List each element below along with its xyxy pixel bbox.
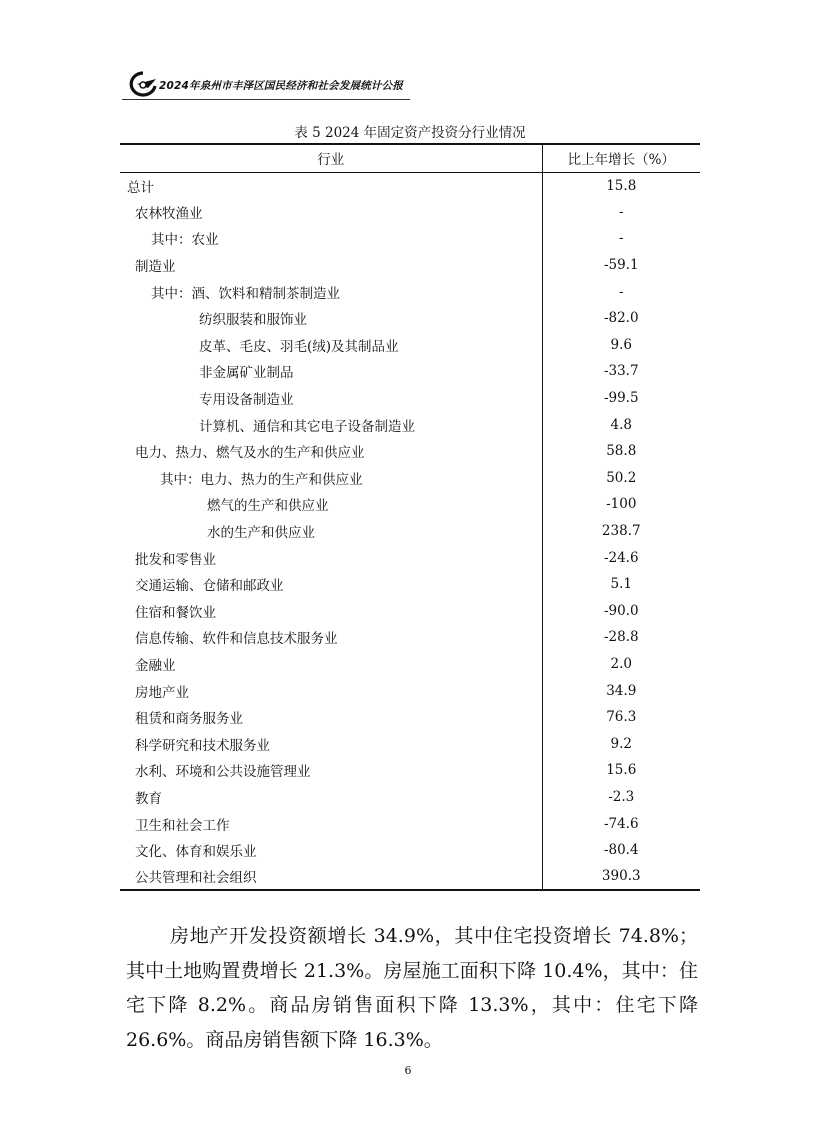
industry-label: 房地产业 xyxy=(135,684,189,701)
growth-value: 15.6 xyxy=(542,757,700,784)
industry-label: 其中：农业 xyxy=(151,232,219,249)
table-row xyxy=(120,252,700,279)
body-paragraph: 房地产开发投资额增长 34.9%，其中住宅投资增长 74.8%；其中土地购置费增长 21.3%。房屋施工面积下降 10.4%，其中：住宅下降 8.2%。商品房销售面积下降 13.3%，其中：住宅下降 26.6%。商品房销售额下降 16.3%。 xyxy=(126,925,698,1051)
table-row xyxy=(120,278,700,305)
industry-label: 文化、体育和娱乐业 xyxy=(135,844,257,861)
table-row xyxy=(120,172,700,199)
growth-value: 50.2 xyxy=(542,465,700,492)
table-row xyxy=(120,624,700,651)
growth-value: 76.3 xyxy=(542,704,700,731)
table-row xyxy=(120,730,700,757)
growth-value: -99.5 xyxy=(542,385,700,412)
table-row xyxy=(120,438,700,465)
growth-value: 15.8 xyxy=(542,172,700,199)
growth-value: 2.0 xyxy=(542,651,700,678)
growth-value: - xyxy=(542,278,700,305)
growth-value: 34.9 xyxy=(542,677,700,704)
growth-value: -80.4 xyxy=(542,837,700,864)
industry-label: 燃气的生产和供应业 xyxy=(207,498,329,515)
table-row xyxy=(120,651,700,678)
table-row xyxy=(120,385,700,412)
industry-label: 金融业 xyxy=(135,657,176,674)
bureau-logo-icon xyxy=(126,70,160,98)
table-row xyxy=(120,411,700,438)
growth-value: -90.0 xyxy=(542,598,700,625)
industry-label: 制造业 xyxy=(135,259,176,276)
growth-value: -2.3 xyxy=(542,784,700,811)
industry-label: 水的生产和供应业 xyxy=(207,525,315,542)
industry-label: 纺织服装和服饰业 xyxy=(199,312,307,329)
table-row xyxy=(120,837,700,864)
table-row xyxy=(120,225,700,252)
table-row xyxy=(120,518,700,545)
growth-value: -28.8 xyxy=(542,624,700,651)
table-row xyxy=(120,598,700,625)
growth-value: -33.7 xyxy=(542,358,700,385)
growth-value: 9.6 xyxy=(542,332,700,359)
industry-label: 电力、热力、燃气及水的生产和供应业 xyxy=(135,445,365,462)
growth-value: -24.6 xyxy=(542,544,700,571)
industry-label: 皮革、毛皮、羽毛(绒)及其制品业 xyxy=(199,338,399,355)
industry-label: 住宿和餐饮业 xyxy=(135,604,216,621)
industry-label: 水利、环境和公共设施管理业 xyxy=(135,764,311,781)
industry-label: 农林牧渔业 xyxy=(135,205,203,222)
growth-value: 390.3 xyxy=(542,863,700,890)
industry-label: 非金属矿业制品 xyxy=(199,365,294,382)
growth-value: -82.0 xyxy=(542,305,700,332)
industry-label: 教育 xyxy=(135,790,162,807)
growth-value: - xyxy=(542,225,700,252)
page-number: 6 xyxy=(404,1064,412,1077)
industry-label: 交通运输、仓储和邮政业 xyxy=(135,578,284,595)
table-row xyxy=(120,810,700,837)
industry-label: 其中：酒、饮料和精制茶制造业 xyxy=(151,285,340,302)
industry-label: 公共管理和社会组织 xyxy=(120,863,542,890)
industry-investment-table xyxy=(120,143,700,891)
table-row xyxy=(120,863,700,890)
growth-value: -100 xyxy=(542,491,700,518)
table-row xyxy=(120,571,700,598)
table-row xyxy=(120,491,700,518)
table-row xyxy=(120,784,700,811)
column-header-industry: 行业 xyxy=(120,144,542,172)
growth-value: 9.2 xyxy=(542,730,700,757)
table-row xyxy=(120,358,700,385)
table-row xyxy=(120,332,700,359)
growth-value: -74.6 xyxy=(542,810,700,837)
table-title: 表 5 2024 年固定资产投资分行业情况 xyxy=(294,125,526,141)
industry-label: 租赁和商务服务业 xyxy=(135,711,243,728)
growth-value: -59.1 xyxy=(542,252,700,279)
table-row xyxy=(120,199,700,226)
table-header-row xyxy=(120,144,700,172)
table-row xyxy=(120,544,700,571)
growth-value: 4.8 xyxy=(542,411,700,438)
header-title: 2024年泉州市丰泽区国民经济和社会发展统计公报 xyxy=(159,80,404,92)
growth-value: 58.8 xyxy=(542,438,700,465)
industry-label: 计算机、通信和其它电子设备制造业 xyxy=(199,418,415,435)
industry-label: 其中：电力、热力的生产和供应业 xyxy=(160,471,363,488)
page-header xyxy=(122,66,410,100)
growth-value: 5.1 xyxy=(542,571,700,598)
industry-label: 科学研究和技术服务业 xyxy=(135,737,270,754)
industry-label: 信息传输、软件和信息技术服务业 xyxy=(135,631,338,648)
table-row xyxy=(120,757,700,784)
table-row xyxy=(120,465,700,492)
table-row xyxy=(120,305,700,332)
industry-label: 批发和零售业 xyxy=(135,551,216,568)
industry-label: 总计 xyxy=(127,179,154,196)
industry-label: 专用设备制造业 xyxy=(199,392,294,409)
column-header-growth: 比上年增长（%） xyxy=(542,144,700,172)
growth-value: 238.7 xyxy=(542,518,700,545)
table-row xyxy=(120,677,700,704)
table-row xyxy=(120,704,700,731)
growth-value: - xyxy=(542,199,700,226)
industry-label: 卫生和社会工作 xyxy=(135,817,230,834)
